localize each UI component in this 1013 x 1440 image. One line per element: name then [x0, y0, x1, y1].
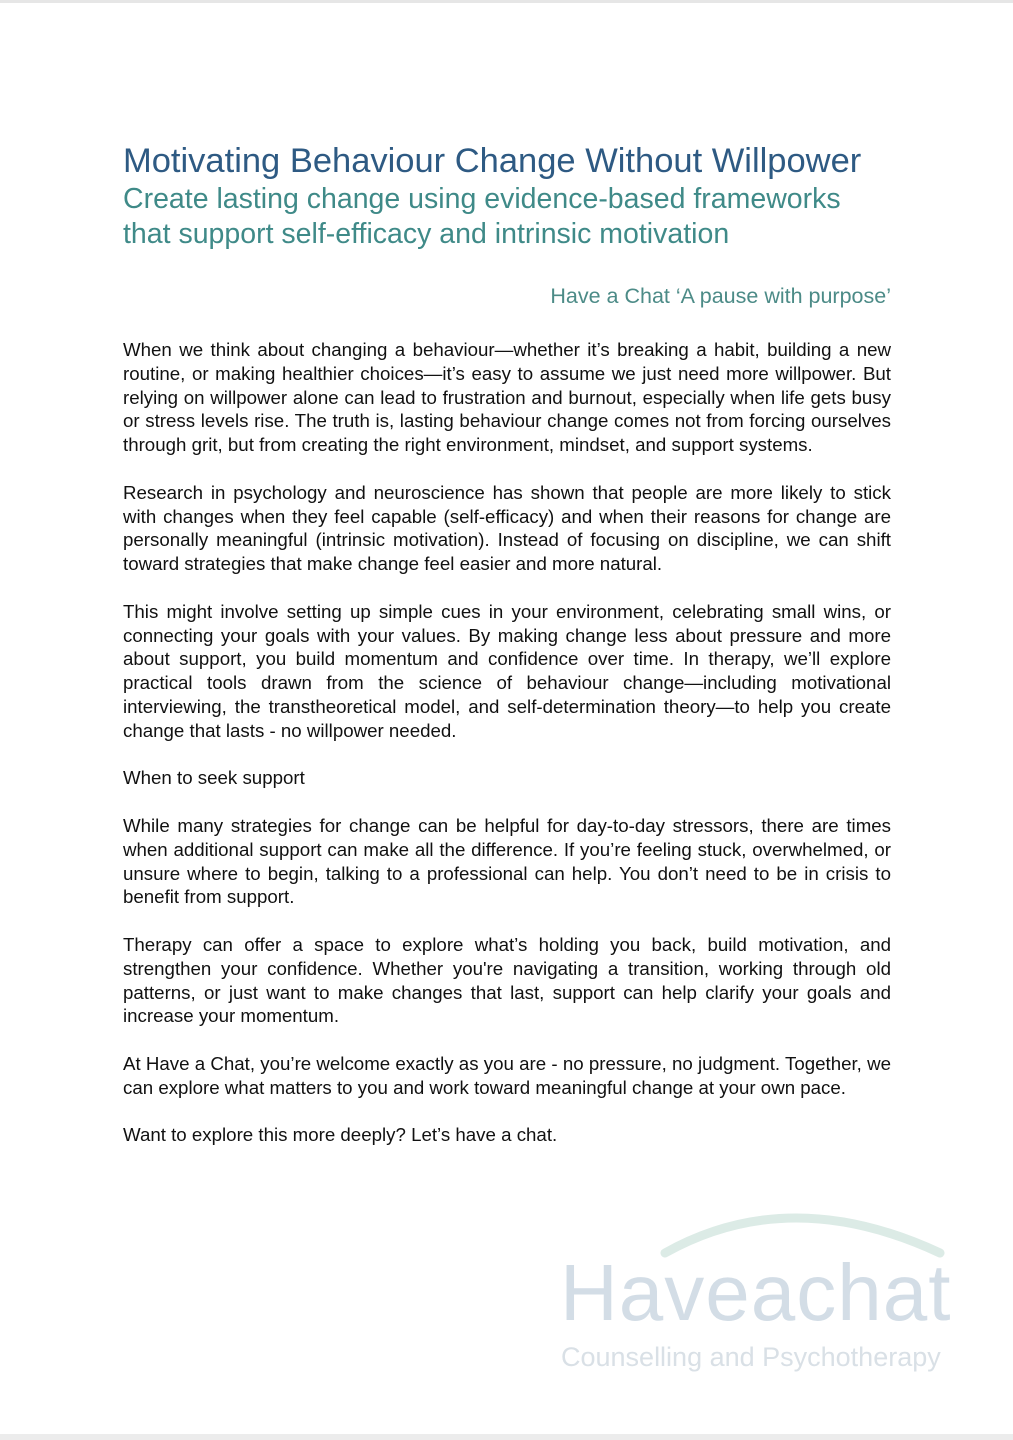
document-tagline: Have a Chat ‘A pause with purpose’: [550, 284, 891, 308]
paragraph-welcome: At Have a Chat, you’re welcome exactly as you are - no pressure, no judgment. Together, we can explore what matters to you and work toward meaningful change at your own pace.: [123, 1052, 891, 1098]
subtitle-line-2: that support self-efficacy and intrinsic motivation: [123, 218, 730, 250]
paragraph-strategies: This might involve setting up simple cues in your environment, celebrating small wins, or connecting your goals with your values. By making change less about pressure and more about support, you build momentum and confidence over time. In therapy, we’ll explore practical tools drawn from the science of behaviour change—including motivational interviewing, the transtheoretical model, and self-determination theory—to help you create change that lasts - no willpower needed.: [123, 600, 891, 741]
haveachat-logo: [540, 1195, 1010, 1385]
document-title: Motivating Behaviour Change Without Willpower: [123, 142, 862, 180]
document-page: [123, 140, 891, 1171]
document-subtitle: [123, 182, 891, 252]
subtitle-line-1: Create lasting change using evidence-based frameworks: [123, 183, 841, 215]
logo-wordmark: Haveachat: [560, 1248, 952, 1337]
paragraph-willpower: When we think about changing a behaviour—whether it’s breaking a habit, building a new routine, or making healthier choices—it’s easy to assume we just need more willpower. But relying on willpower alone can lead to frustration and burnout, especially when life gets busy or stress levels rise. The truth is, lasting behaviour change comes not from forcing ourselves through grit, but from creating the right environment, mindset, and support systems.: [123, 339, 891, 456]
paragraph-closing: Want to explore this more deeply? Let’s have a chat.: [123, 1124, 558, 1146]
paragraph-additional-support: While many strategies for change can be helpful for day-to-day stressors, there are times when additional support can make all the difference. If you’re feeling stuck, overwhelmed, or unsure where to begin, talking to a professional can help. You don’t need to be in crisis to benefit from support.: [123, 814, 891, 908]
page-top-edge: [0, 0, 1013, 3]
page-bottom-edge: [0, 1434, 1013, 1440]
paragraph-research: Research in psychology and neuroscience has shown that people are more likely to stick with changes when they feel capable (self-efficacy) and when their reasons for change are personally meaningful (intrinsic motivation). Instead of focusing on discipline, we can shift toward strategies that make change feel easier and more natural.: [123, 481, 891, 575]
paragraph-therapy: Therapy can offer a space to explore what’s holding you back, build motivation, and strengthen your confidence. Whether you're navigating a transition, working through old patterns, or just want to make changes that last, support can help clarify your goals and increase your momentum.: [123, 933, 891, 1027]
logo-tagline: Counselling and Psychotherapy: [561, 1342, 941, 1372]
section-heading-seek-support: When to seek support: [123, 767, 305, 789]
body-text: [123, 338, 891, 1147]
